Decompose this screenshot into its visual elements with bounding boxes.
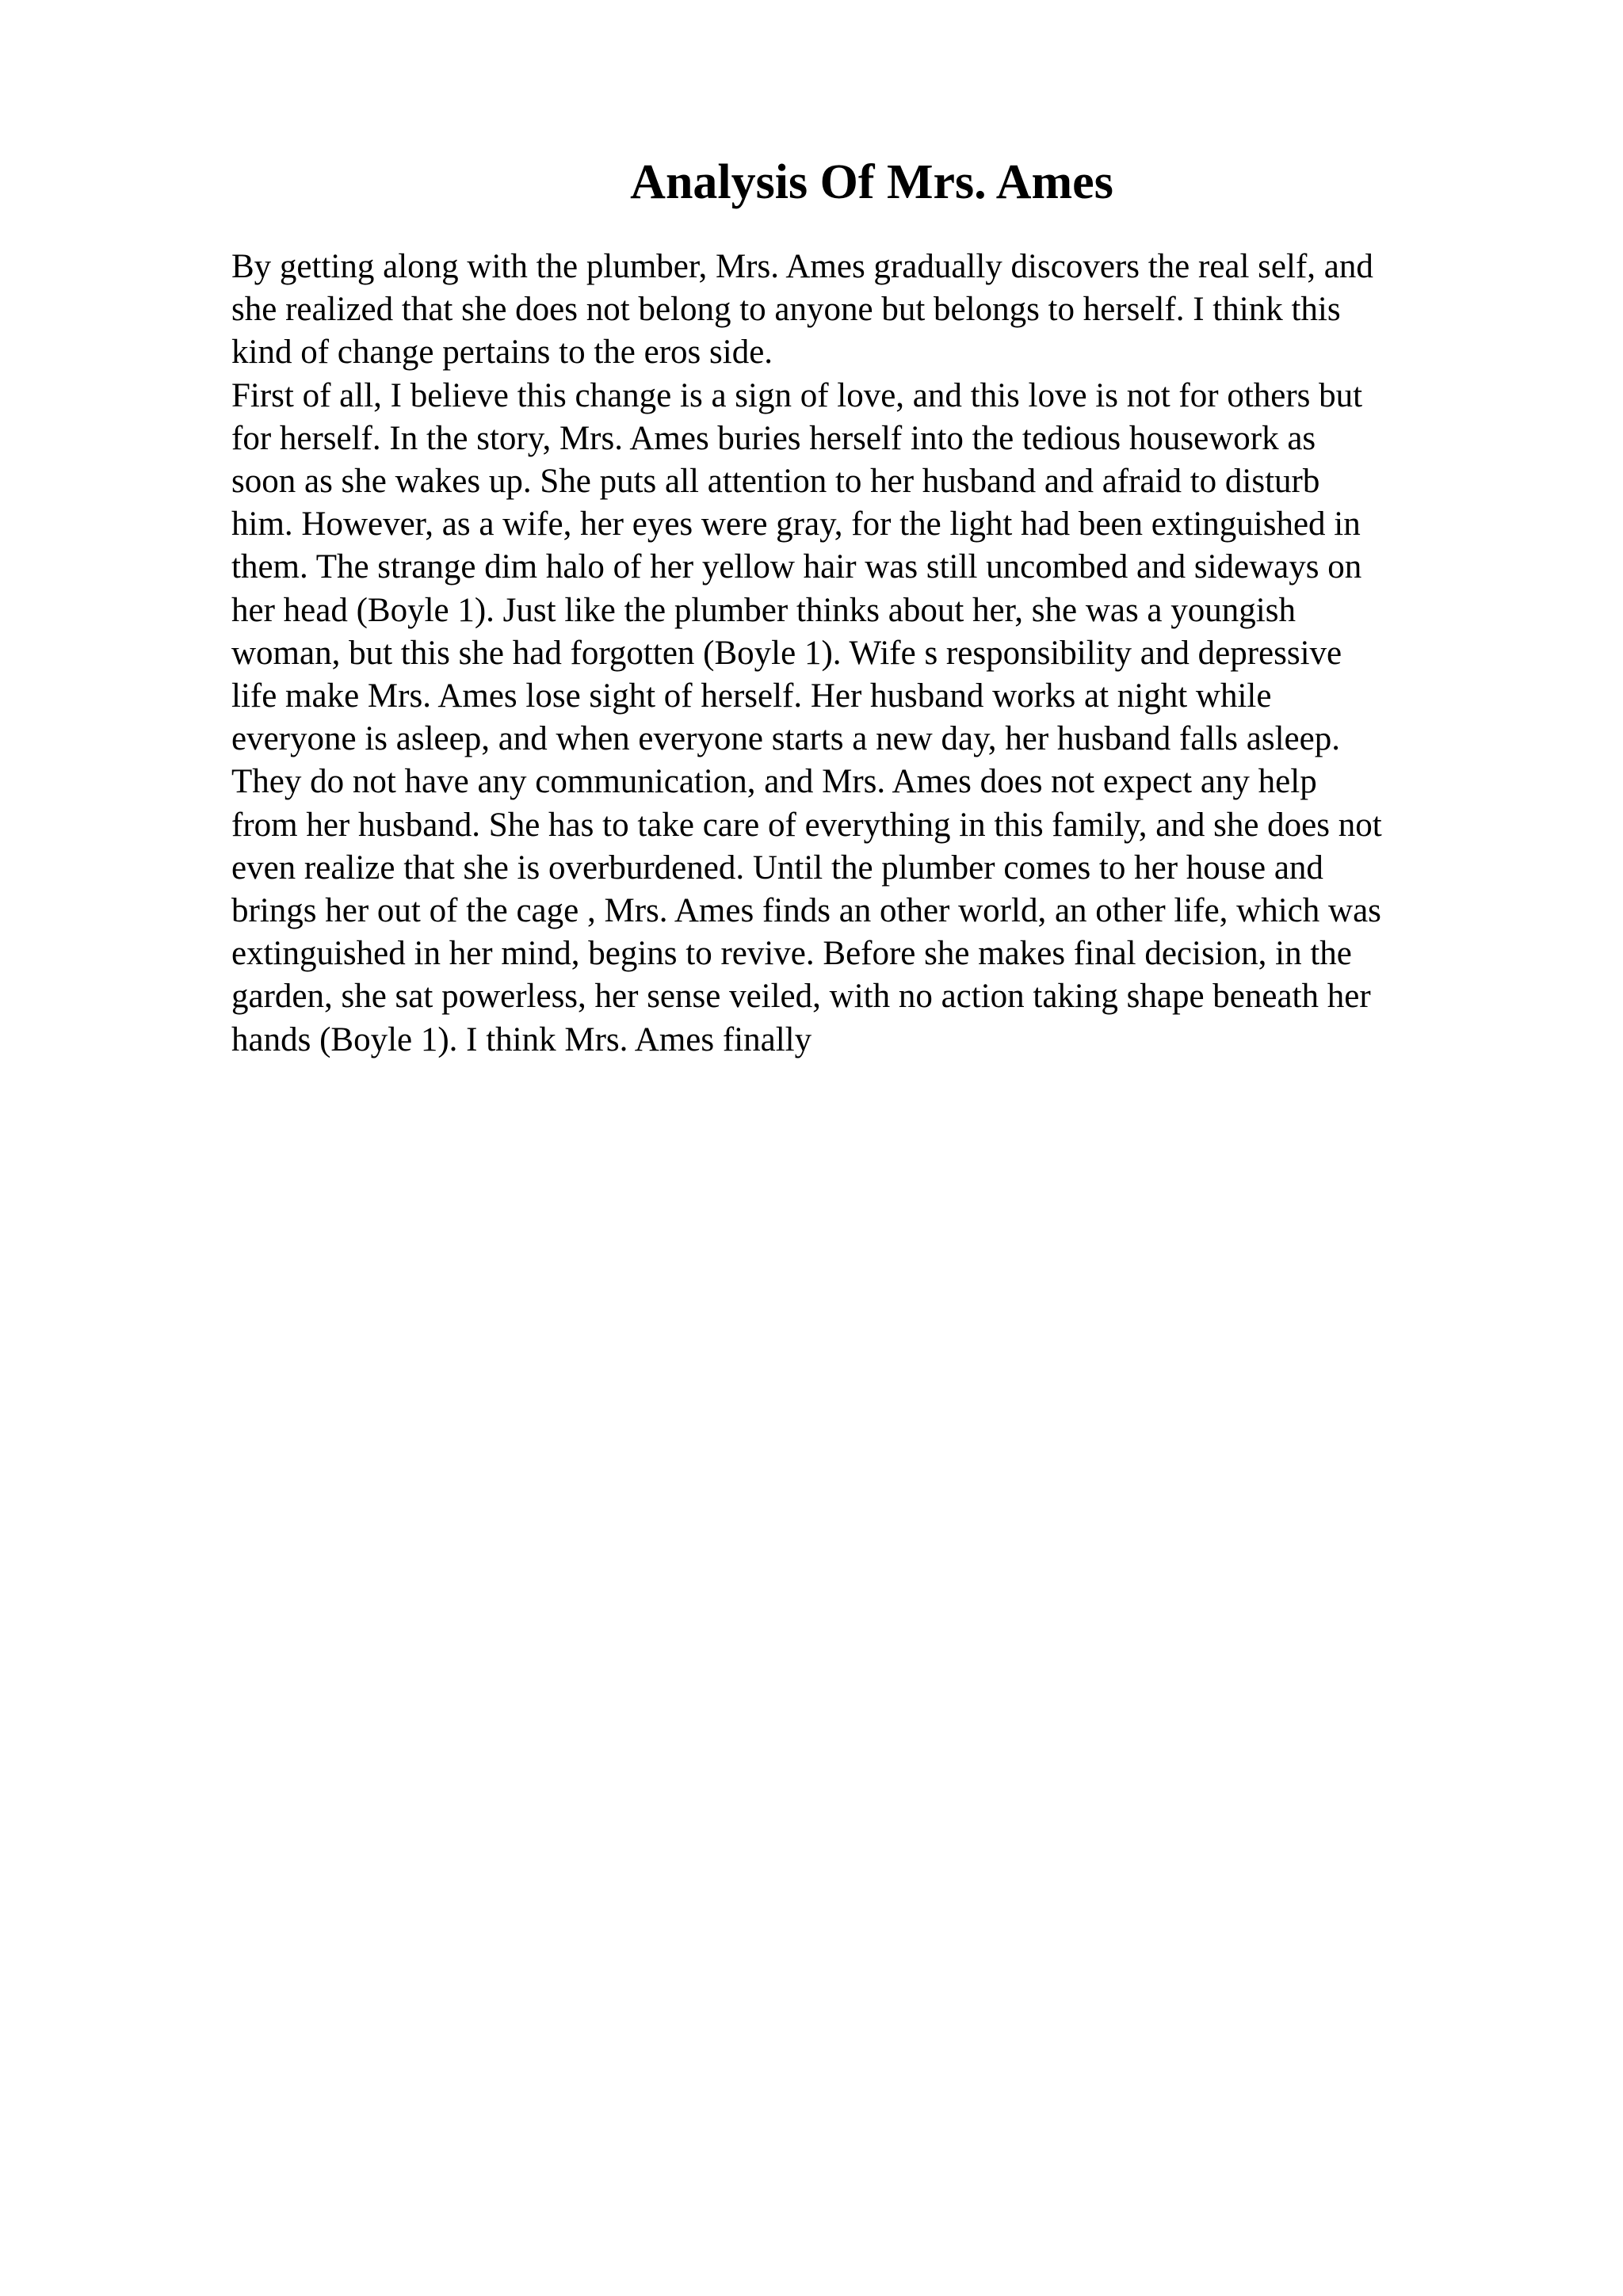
text-line: First of all, I believe this change is a sign of love, and this love is not for others but bbox=[231, 376, 1363, 414]
text-line: brings her out of the cage , Mrs. Ames finds an other world, an other life, which was bbox=[231, 892, 1381, 930]
document-body bbox=[231, 246, 1499, 1062]
text-line: life make Mrs. Ames lose sight of herself. Her husband works at night while bbox=[231, 677, 1272, 715]
text-line: everyone is asleep, and when everyone starts a new day, her husband falls asleep. bbox=[231, 720, 1340, 758]
text-line: By getting along with the plumber, Mrs. Ames gradually discovers the real self, and bbox=[231, 248, 1373, 285]
text-line: kind of change pertains to the eros side. bbox=[231, 334, 773, 372]
text-line: hands (Boyle 1). I think Mrs. Ames finally bbox=[231, 1020, 812, 1058]
text-line: woman, but this she had forgotten (Boyle 1). Wife s responsibility and depressive bbox=[231, 634, 1342, 672]
text-line: soon as she wakes up. She puts all attention to her husband and afraid to disturb bbox=[231, 463, 1320, 501]
text-line: from her husband. She has to take care of everything in this family, and she does not bbox=[231, 806, 1382, 844]
text-line: them. The strange dim halo of her yellow hair was still uncombed and sideways on bbox=[231, 548, 1362, 586]
text-line: garden, she sat powerless, her sense veiled, with no action taking shape beneath her bbox=[231, 978, 1371, 1016]
text-line: They do not have any communication, and Mrs. Ames does not expect any help bbox=[231, 763, 1317, 801]
text-line: for herself. In the story, Mrs. Ames buries herself into the tedious housework as bbox=[231, 419, 1316, 457]
text-line: even realize that she is overburdened. Until the plumber comes to her house and bbox=[231, 849, 1323, 887]
text-line: extinguished in her mind, begins to revive. Before she makes final decision, in the bbox=[231, 935, 1352, 973]
text-line: she realized that she does not belong to anyone but belongs to herself. I think this bbox=[231, 291, 1341, 329]
text-line: her head (Boyle 1). Just like the plumber thinks about her, she was a youngish bbox=[231, 591, 1296, 629]
text-line: him. However, as a wife, her eyes were gray, for the light had been extinguished in bbox=[231, 505, 1361, 543]
document-title: Analysis Of Mrs. Ames bbox=[630, 155, 1113, 209]
